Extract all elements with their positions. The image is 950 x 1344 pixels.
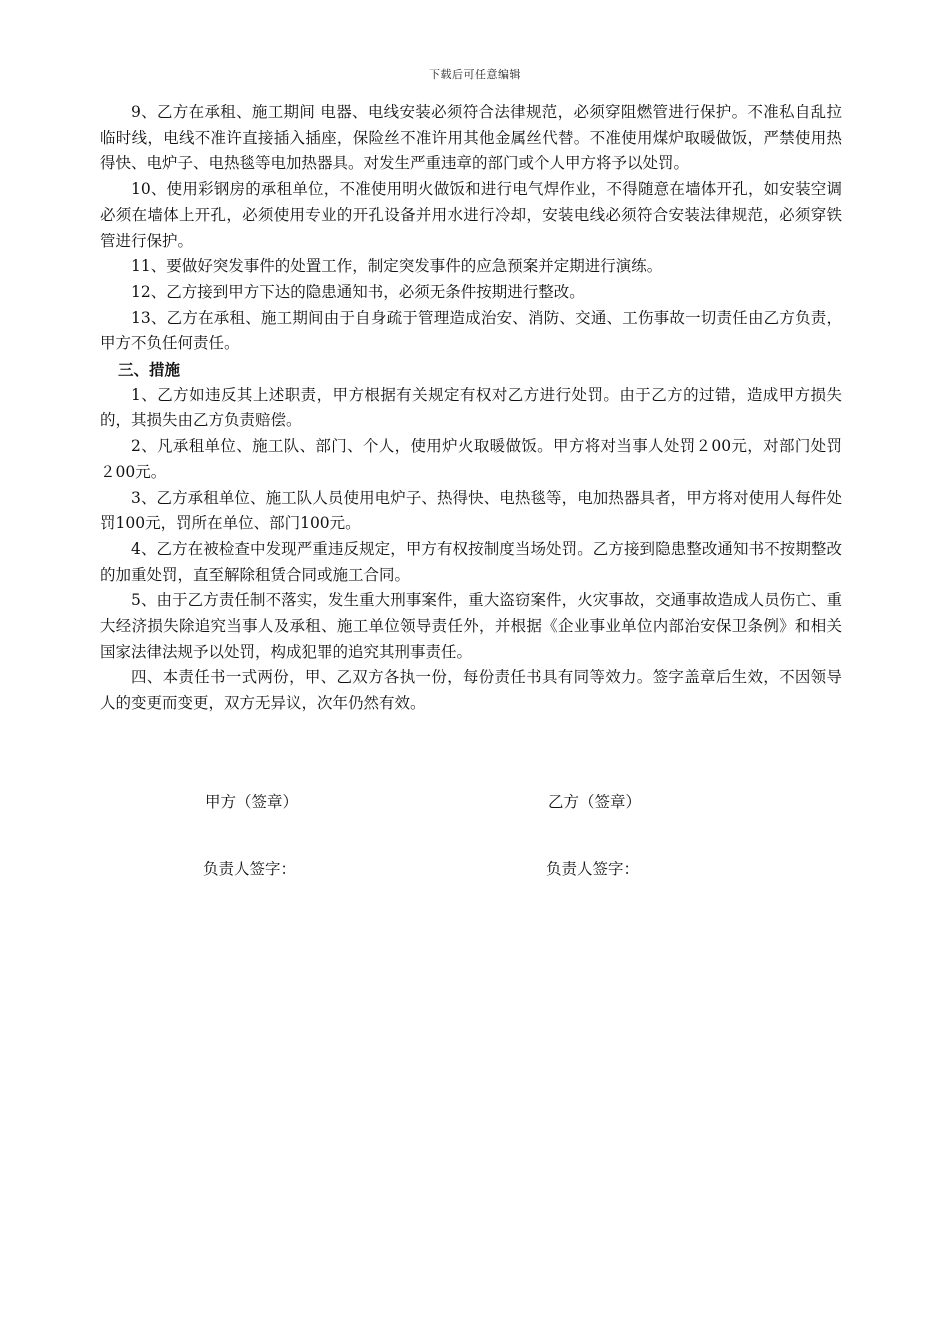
clause-12: 12、乙方接到甲方下达的隐患通知书，必须无条件按期进行整改。 [131,282,585,301]
page-header: 下载后可任意编辑 [429,68,521,81]
section-four-validity: 四、本责任书一式两份，甲、乙双方各执一份，每份责任书具有同等效力。签字盖章后生效，不因领导人的变更而变更，双方无异议，次年仍然有效。 [100,668,842,713]
measure-1: 1、乙方如违反其上述职责，甲方根据有关规定有权对乙方进行处罚。由于乙方的过错，造成甲方损失的，其损失由乙方负责赔偿。 [100,385,842,430]
measure-3: 3、乙方承租单位、施工队人员使用电炉子、热得快、电热毯等，电加热器具者，甲方将对使用人每件处罚100元，罚所在单位、部门100元。 [100,488,842,533]
document-body [100,100,842,717]
clause-10: 10、使用彩钢房的承租单位，不准使用明火做饭和进行电气焊作业，不得随意在墙体开孔，如安装空调必须在墙体上开孔，必须使用专业的开孔设备并用水进行冷却，安装电线必须符合安装法律规范，必须穿铁管进行保护。 [100,180,842,250]
party-a-seal-label: 甲方（签章） [205,793,299,811]
clause-9: 9、乙方在承租、施工期间 电器、电线安装必须符合法律规范，必须穿阻燃管进行保护。不准私自乱拉临时线，电线不准许直接插入插座，保险丝不准许用其他金属丝代替。不准使用煤炉取暖做饭，严禁使用热得快、电炉子、电热毯等电加热器具。对发生严重违章的部门或个人甲方将予以处罚。 [100,103,842,173]
party-b-signer-label: 负责人签字： [546,860,640,878]
clause-13: 13、乙方在承租、施工期间由于自身疏于管理造成治安、消防、交通、工伤事故一切责任由乙方负责，甲方不负任何责任。 [100,308,842,353]
clause-11: 11、要做好突发事件的处置工作，制定突发事件的应急预案并定期进行演练。 [131,257,663,276]
measure-5: 5、由于乙方责任制不落实，发生重大刑事案件，重大盗窃案件，火灾事故，交通事故造成人员伤亡、重大经济损失除追究当事人及承租、施工单位领导责任外，并根据《企业事业单位内部治安保卫条例》和相关国家法律法规予以处罚，构成犯罪的追究其刑事责任。 [100,591,842,661]
measure-4: 4、乙方在被检查中发现严重违反规定，甲方有权按制度当场处罚。乙方接到隐患整改通知书不按期整改的加重处罚，直至解除租赁合同或施工合同。 [100,539,842,584]
section-title-measures: 三、措施 [118,360,181,380]
party-b-seal-label: 乙方（签章） [548,793,642,811]
measure-2: 2、凡承租单位、施工队、部门、个人，使用炉火取暖做饭。甲方将对当事人处罚２00元，对部门处罚２00元。 [100,437,842,481]
party-a-signer-label: 负责人签字： [203,860,297,878]
